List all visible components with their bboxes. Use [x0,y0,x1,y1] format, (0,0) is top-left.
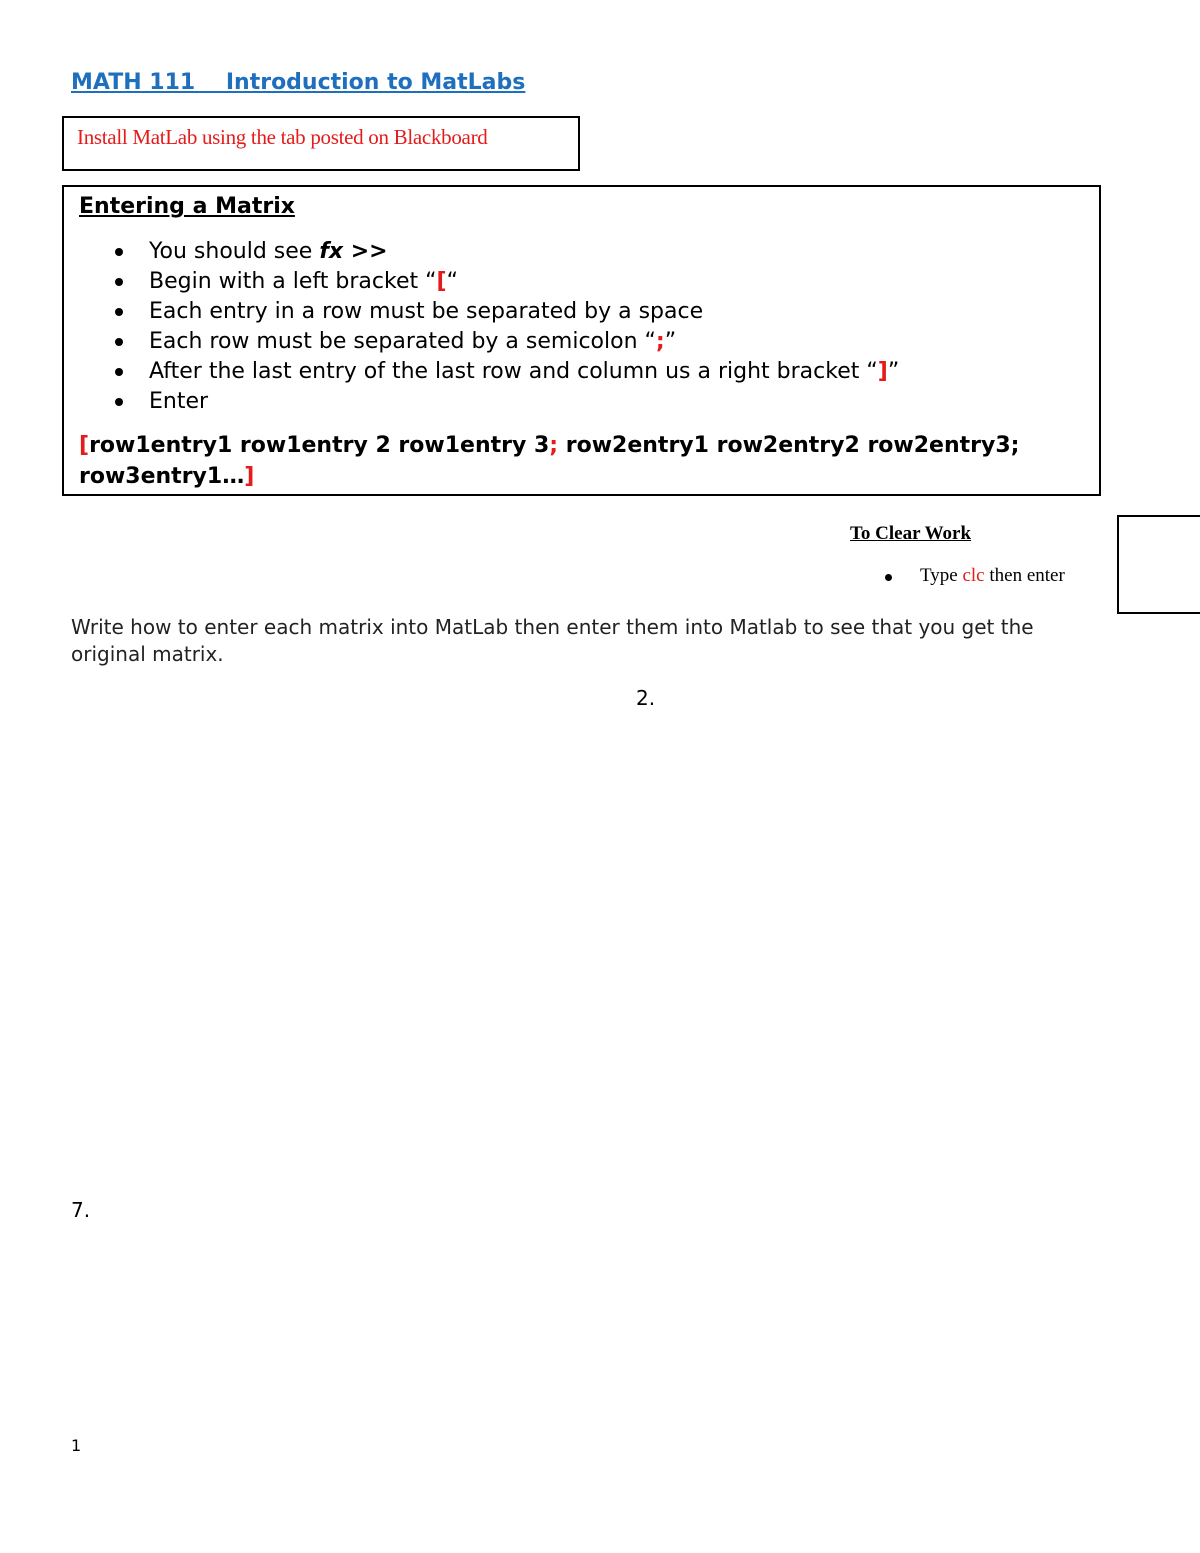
bullet-icon [115,368,123,376]
clear-work-title: To Clear Work [850,523,972,544]
step-symbol: ; [655,329,665,354]
clear-text-before: Type [920,565,963,586]
syntax-rest: row2entry1 row2entry2 row2entry3; row3entry1… [79,433,1020,489]
bullet-icon [115,248,123,256]
bullet-icon [115,338,123,346]
step-item [64,237,899,267]
bullet-icon [885,574,892,581]
step-item [64,387,899,417]
step-text: Enter [149,389,209,414]
matrix-instructions-box [62,185,1101,496]
matrix-syntax-example [79,430,1079,492]
bullet-icon [115,278,123,286]
clear-work-item [920,565,1065,587]
syntax-row1: row1entry1 row1entry 2 row1entry 3 [89,433,550,458]
step-quote: ” [887,359,900,384]
bullet-icon [115,398,123,406]
clear-text-after: then enter [984,565,1065,586]
side-box [1117,515,1200,614]
instructions-text: Write how to enter each matrix into MatLab then enter them into Matlab to see that you get the original matrix. [71,615,1034,666]
install-note: Install MatLab using the tab posted on Blackboard [77,125,488,149]
document-title: MATH 111 Introduction to MatLabs [71,70,526,95]
step-text: Each entry in a row must be separated by a space [149,299,704,324]
step-item [64,267,899,297]
step-item [64,297,899,327]
semicolon: ; [549,433,559,458]
problem-number-7: 7. [71,1198,91,1222]
step-emphasis: fx >> [319,239,388,264]
open-bracket: [ [79,433,90,458]
step-symbol: ] [877,359,888,384]
step-text: Each row must be separated by a semicolon “ [149,329,656,354]
step-text: After the last entry of the last row and column us a right bracket “ [149,359,878,384]
step-item [64,327,899,357]
install-note-box [62,116,580,171]
matrix-steps-list [64,237,899,417]
step-item [64,357,899,387]
problem-number-2: 2. [636,686,656,710]
step-text: Begin with a left bracket “ [149,269,437,294]
matrix-heading: Entering a Matrix [79,194,295,219]
bullet-icon [115,308,123,316]
page-number: 1 [71,1436,82,1455]
clc-command: clc [962,565,985,586]
step-text: You should see [149,239,320,264]
step-quote: ” [664,329,677,354]
step-quote: “ [446,269,458,294]
close-bracket: ] [244,464,255,489]
step-symbol: [ [436,269,447,294]
